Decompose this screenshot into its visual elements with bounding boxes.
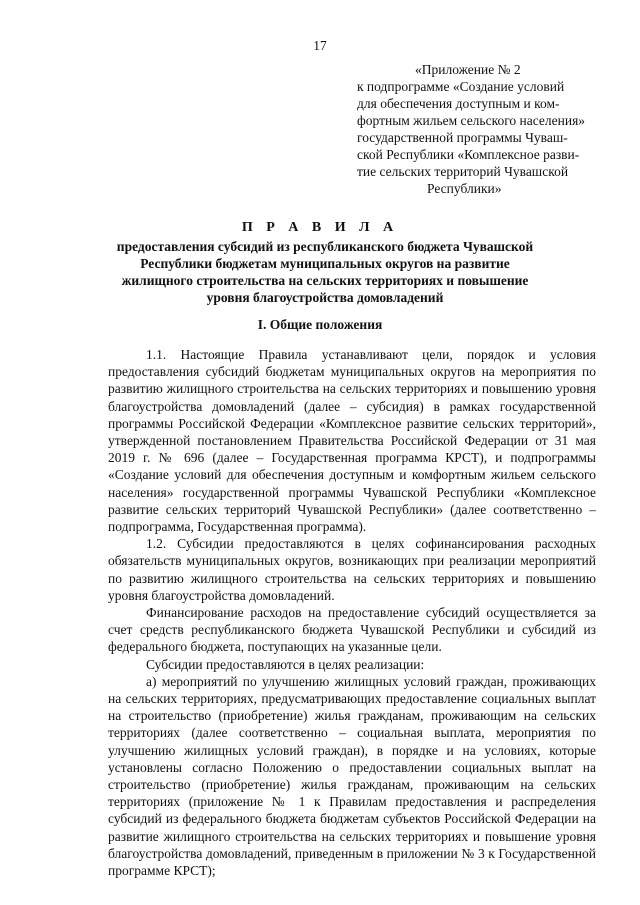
document-body bbox=[108, 346, 596, 879]
section-heading: I. Общие положения bbox=[257, 317, 383, 332]
annex-line: тие сельских территорий Чувашской bbox=[357, 164, 569, 179]
paragraph: Финансирование расходов на предоставление субсидий осуществляется за счет средств республиканского бюджета Чувашской Республики и субсидий из федерального бюджета, поступающих на указанные цели. bbox=[108, 605, 596, 655]
paragraph: 1.2. Субсидии предоставляются в целях софинансирования расходных обязательств муниципальных округов, возникающих при реализации мероприятий по развитию жилищного строительства на сельских территориях и повышению уровня благоустройства домовладений. bbox=[108, 536, 596, 603]
annex-line: ской Республики «Комплексное разви- bbox=[357, 147, 580, 162]
annex-line: государственной программы Чуваш- bbox=[357, 130, 568, 145]
document-title: П Р А В И Л А bbox=[241, 220, 399, 235]
annex-line bbox=[357, 78, 597, 95]
annex-line-text: к подпрограмме «Создание условий bbox=[357, 79, 565, 94]
annex-line: «Приложение № 2 bbox=[415, 62, 521, 77]
paragraph: Субсидии предоставляются в целях реализации: bbox=[146, 656, 425, 672]
paragraph: а) мероприятий по улучшению жилищных условий граждан, проживающих на сельских территориях, предусматривающих предоставление социальных выплат на строительство (приобретение) жилья гражданам, проживающим на сельских территориях (далее соответственно – социальная выплата, мероприятия по улучшению жилищных условий граждан), в порядке и на условиях, которые установлены согласно Положению о предоставлении социальных выплат на строительство (приобретение) жилья гражданам, проживающим на сельских территориях (приложение № 1 к Правилам предоставления и распределения субсидий из федерального бюджета бюджетам субъектов Российской Федерации на развитие жилищного строительства на сельских территориях и повышение уровня благоустройства домовладений, приведенным в приложении № 3 к Государственной программе КРСТ); bbox=[108, 673, 596, 879]
annex-reference bbox=[357, 61, 597, 197]
document-subtitle: предоставления субсидий из республиканского бюджета Чувашской Республики бюджетам муниципальных округов на развитие жилищного строительства на сельских территориях и повышение уровня благоустройства домовладений bbox=[116, 239, 534, 305]
annex-line: фортным жильем сельского населения» bbox=[357, 113, 586, 128]
annex-line: для обеспечения доступным и ком- bbox=[357, 96, 560, 111]
paragraph: 1.1. Настоящие Правила устанавливают цели, порядок и условия предоставления субсидий бюджетам муниципальных округов на мероприятия по развитию жилищного строительства на сельских территориях и повышению уровня благоустройства домовладений (далее – субсидия) в рамках государственной программы Российской Федерации «Комплексное развитие сельских территорий», утвержденной постановлением Правительства Российской Федерации от 31 мая 2019 г. № 696 (далее – Государственная программа КРСТ), и подпрограммы «Создание условий для обеспечения доступным и комфортным жильем сельского населения» государственной программы Чувашской Республики «Комплексное развитие сельских территорий Чувашской Республики» (далее соответственно – подпрограмма, Государственная программа). bbox=[108, 347, 596, 535]
page-number: 17 bbox=[313, 38, 327, 53]
annex-line: Республики» bbox=[427, 181, 502, 196]
